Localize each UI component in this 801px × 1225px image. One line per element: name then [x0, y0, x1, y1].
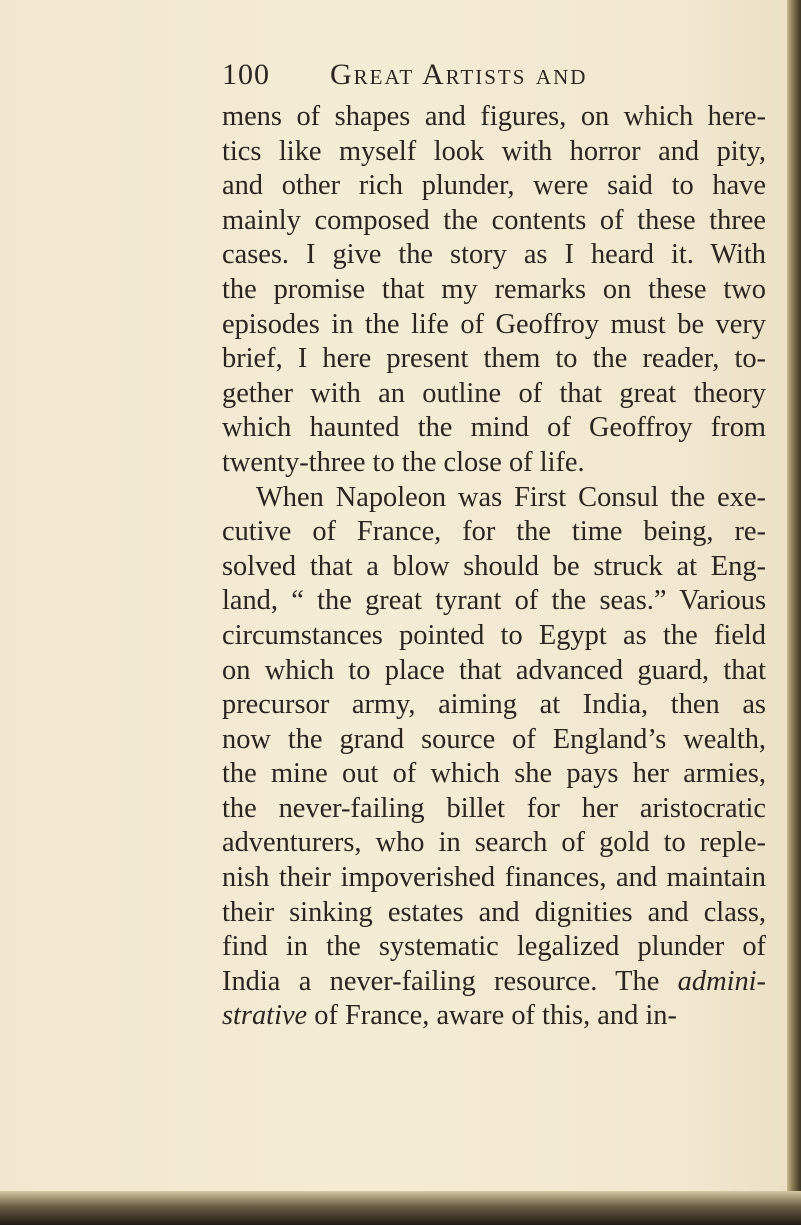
text-segment: of France, aware of this, and in- — [307, 1000, 677, 1032]
body-text — [222, 100, 766, 1034]
text-line: cutive of France, for the time being, re- — [222, 516, 766, 548]
paragraph-2 — [222, 481, 766, 1035]
page-number: 100 — [222, 58, 270, 91]
text-line: circumstances pointed to Egypt as the field — [222, 619, 766, 651]
text-line: the promise that my remarks on these two — [222, 273, 766, 305]
page-edge-shadow — [787, 0, 801, 1225]
text-line: adventurers, who in search of gold to reple- — [222, 827, 766, 859]
text-line: mainly composed the contents of these three — [222, 204, 766, 236]
text-line: cases. I give the story as I heard it. With — [222, 239, 766, 271]
italic-word: admini- — [677, 965, 766, 997]
text-line-with-italic — [222, 999, 766, 1034]
text-line: twenty-three to the close of life. — [222, 446, 585, 478]
text-line: brief, I here present them to the reader, to- — [222, 343, 766, 375]
text-line: their sinking estates and dignities and class, — [222, 896, 766, 928]
text-line: precursor army, aiming at India, then as — [222, 689, 766, 721]
text-line: solved that a blow should be struck at Eng- — [222, 550, 766, 582]
text-line: the mine out of which she pays her armies, — [222, 758, 766, 790]
text-line: the never-failing billet for her aristocratic — [222, 792, 766, 824]
text-line: find in the systematic legalized plunder of — [222, 931, 766, 963]
page-bottom-shadow — [0, 1191, 801, 1225]
text-line: and other rich plunder, were said to have — [222, 170, 766, 202]
text-line: mens of shapes and figures, on which here- — [222, 101, 766, 132]
running-title: Great Artists and — [330, 58, 588, 91]
paragraph-1 — [222, 100, 766, 481]
text-line: on which to place that advanced guard, that — [222, 654, 766, 686]
text-line: gether with an outline of that great theory — [222, 377, 766, 409]
text-line: tics like myself look with horror and pity, — [222, 135, 766, 167]
italic-word: strative — [222, 1000, 308, 1032]
text-line: now the grand source of England’s wealth, — [222, 723, 766, 755]
text-line: land, “ the great tyrant of the seas.” Various — [222, 585, 766, 617]
text-line: nish their impoverished finances, and maintain — [222, 862, 766, 894]
text-line-with-italic — [222, 965, 766, 1000]
text-line: When Napoleon was First Consul the exe- — [256, 481, 766, 513]
text-line: episodes in the life of Geoffroy must be very — [222, 308, 766, 340]
text-line: which haunted the mind of Geoffroy from — [222, 412, 766, 444]
running-head — [222, 58, 642, 102]
text-segment: India a never-failing resource. The — [222, 965, 660, 997]
